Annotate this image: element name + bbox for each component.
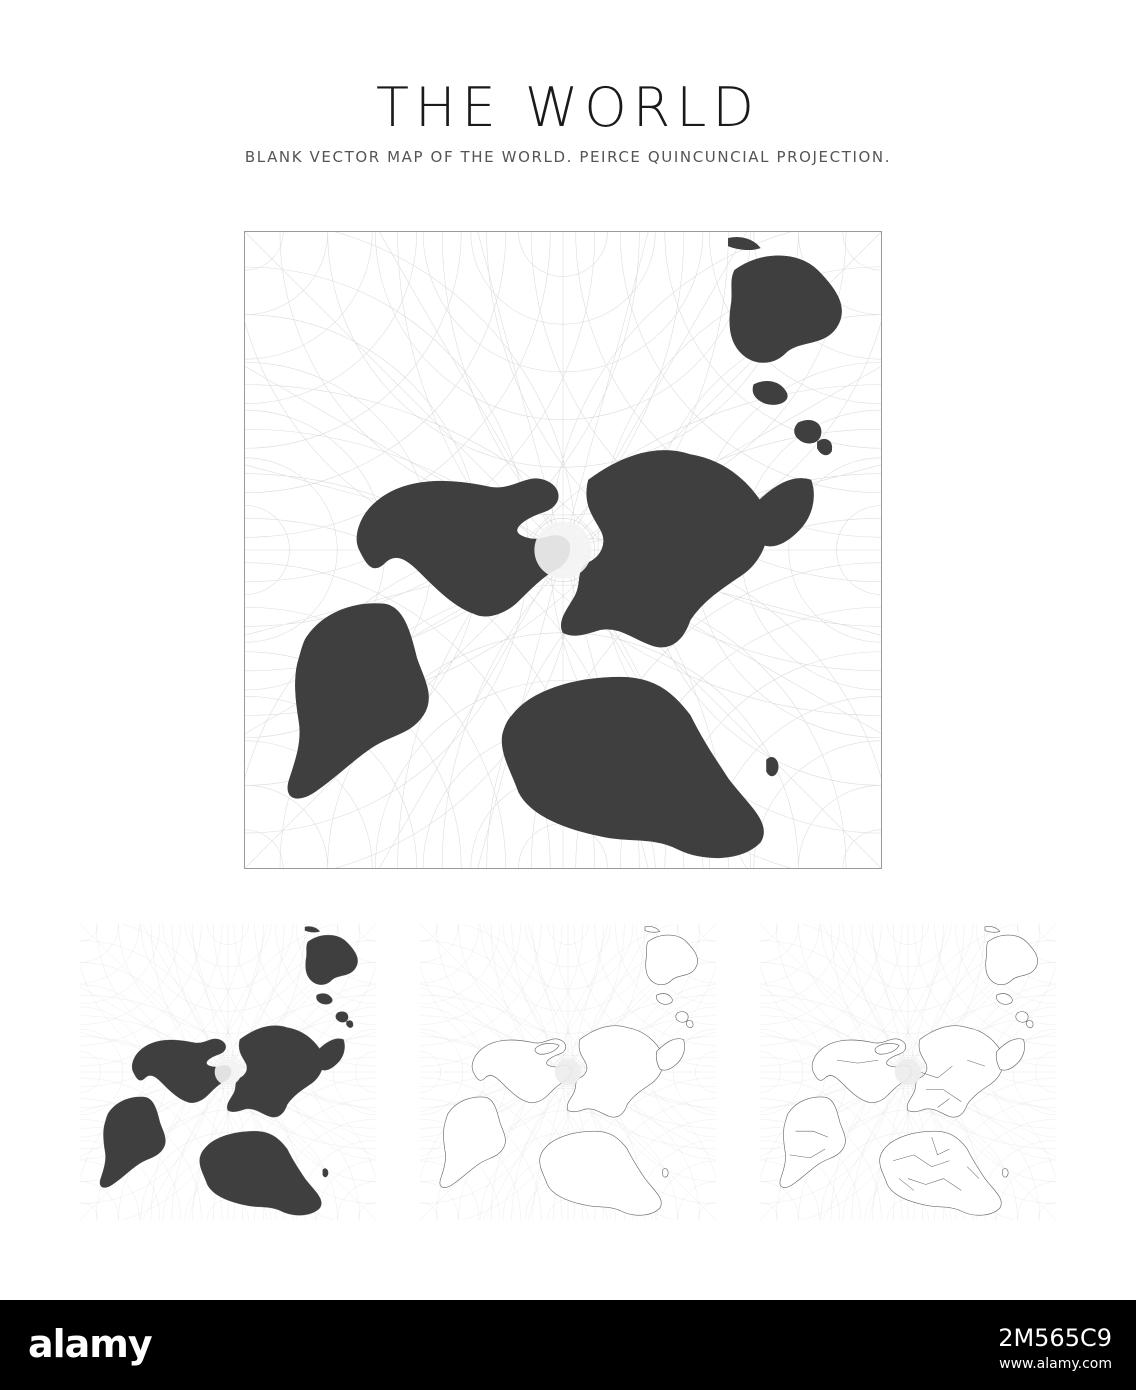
africa-landmass — [540, 1131, 662, 1215]
arctic-ocean — [555, 1059, 582, 1086]
main-world-map — [244, 231, 882, 869]
eurasia-landmass — [227, 1026, 323, 1117]
madagascar-island — [1003, 1168, 1008, 1177]
south-america-landmass — [288, 604, 429, 799]
africa-landmass — [502, 677, 764, 858]
eurasia-landmass — [561, 450, 768, 647]
antarctica-fragment — [728, 237, 760, 249]
east-asia-landmass — [656, 1039, 684, 1071]
arctic-ocean — [215, 1059, 242, 1086]
indonesia-islands — [316, 994, 348, 1023]
south-america-landmass — [440, 1097, 505, 1188]
east-asia-landmass — [996, 1039, 1024, 1071]
world-map-borders-variant — [760, 924, 1056, 1220]
east-asia-landmass — [753, 478, 814, 546]
page-subtitle: BLANK VECTOR MAP OF THE WORLD. PEIRCE QUINCUNCIAL PROJECTION. — [244, 148, 892, 166]
footer-url: www.alamy.com — [999, 1356, 1112, 1372]
watermark-logo: alamy — [28, 1322, 152, 1366]
antarctica-fragment — [985, 926, 1000, 932]
japan-islands — [346, 1020, 353, 1027]
eurasia-landmass — [567, 1026, 663, 1117]
antarctica-fragment — [305, 926, 320, 932]
indonesia-islands — [656, 994, 688, 1023]
arctic-ocean — [895, 1059, 922, 1086]
africa-landmass — [880, 1131, 1002, 1215]
world-map-filled-variant — [80, 924, 376, 1220]
footer-bar — [0, 1300, 1136, 1390]
africa-landmass — [200, 1131, 322, 1215]
image-id: 2M565C9 — [998, 1324, 1112, 1352]
madagascar-island — [323, 1168, 328, 1177]
east-asia-landmass — [316, 1039, 344, 1071]
indonesia-islands — [753, 381, 821, 443]
world-map-outline-variant — [420, 924, 716, 1220]
japan-islands — [686, 1020, 693, 1027]
japan-islands — [1026, 1020, 1033, 1027]
japan-islands — [817, 439, 831, 455]
south-america-landmass — [780, 1097, 845, 1188]
madagascar-island — [767, 757, 779, 776]
eurasia-landmass — [907, 1026, 1003, 1117]
antarctica-fragment — [645, 926, 660, 932]
south-america-landmass — [100, 1097, 165, 1188]
madagascar-island — [663, 1168, 668, 1177]
page-title: THE WORLD — [376, 76, 760, 139]
indonesia-islands — [996, 994, 1028, 1023]
arctic-ocean — [534, 521, 591, 578]
